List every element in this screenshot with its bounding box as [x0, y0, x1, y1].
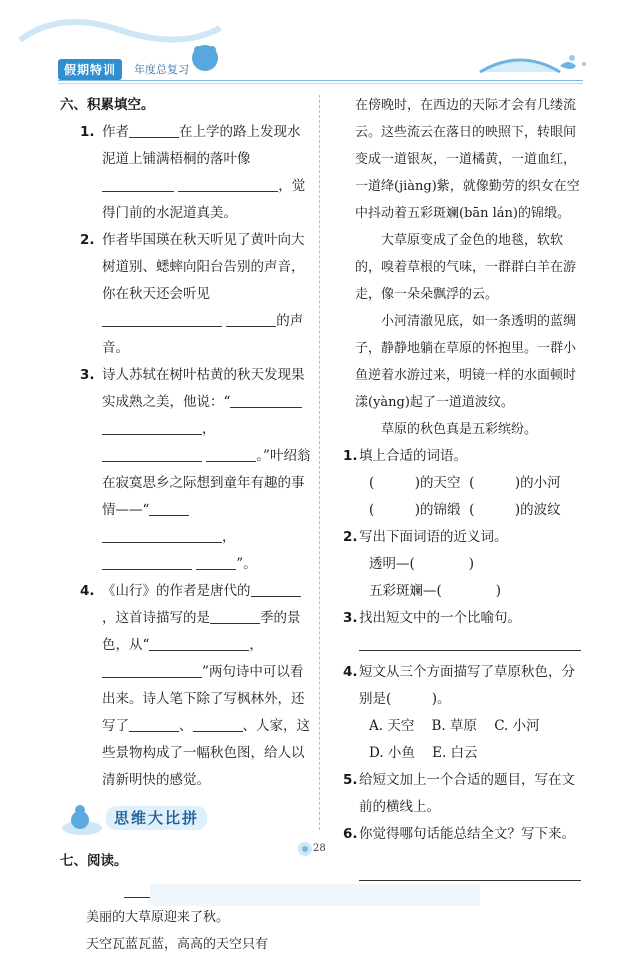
- q3-blank-8[interactable]: [196, 555, 236, 570]
- q4-text-e: ”两句诗中可以看出来。诗人笔下除了写枫林外，还写了: [102, 664, 305, 734]
- reading-q2: [343, 524, 585, 551]
- footer-bar: [150, 884, 480, 906]
- q1-blank-3[interactable]: [178, 177, 278, 192]
- r2-blank-b[interactable]: 五彩斑斓—( ): [369, 583, 502, 599]
- q4-blank-1[interactable]: [251, 582, 301, 597]
- r4-number: 4.: [343, 664, 358, 680]
- r6-number: 6.: [343, 826, 358, 842]
- header-rule-2: [58, 83, 583, 84]
- passage-p5: 草原的秋色真是五彩缤纷。: [381, 422, 538, 437]
- q3-blank-2[interactable]: [102, 420, 202, 435]
- passage-p3: 大草原变成了金色的地毯，软软的，嗅着草根的气味，一群群白羊在游走，像一朵朵飘浮的云。: [355, 233, 577, 302]
- passage-p2a: 天空瓦蓝瓦蓝，高高的天空只有: [86, 937, 269, 952]
- q3-text-d: ，: [222, 529, 236, 545]
- q4-blank-5[interactable]: [129, 717, 179, 732]
- reading-q6: [343, 821, 585, 848]
- q4-text-c: 季的景色，从“: [102, 610, 301, 653]
- left-column: [60, 92, 312, 958]
- reading-q1: [343, 443, 585, 470]
- q4-text-d: ，: [249, 637, 263, 653]
- header-rule: [58, 80, 583, 81]
- q2-blank-2[interactable]: [226, 312, 276, 327]
- q3-blank-7[interactable]: [102, 555, 192, 570]
- q3-blank-6[interactable]: [102, 528, 222, 543]
- q3-blank-1[interactable]: [230, 393, 302, 408]
- q3-number: 3.: [80, 367, 95, 383]
- column-divider: [319, 95, 320, 830]
- r1-blank-d[interactable]: ( )的波纹: [469, 502, 561, 518]
- q1-blank-2[interactable]: [102, 177, 174, 192]
- banner-text: 思维大比拼: [106, 806, 207, 830]
- r2-text: 写出下面词语的近义词。: [359, 529, 508, 545]
- q4-blank-4[interactable]: [102, 663, 202, 678]
- r4-option-b[interactable]: B. 草原: [431, 718, 478, 734]
- r1-blank-a[interactable]: ( )的天空: [369, 475, 461, 491]
- header-badge: 假期特训: [58, 59, 122, 80]
- r1-blank-b[interactable]: ( )的小河: [469, 475, 561, 491]
- r1-number: 1.: [343, 448, 358, 464]
- r1-text: 填上合适的词语。: [359, 448, 467, 464]
- r4-options-2: [355, 740, 585, 767]
- q4-number: 4.: [80, 583, 95, 599]
- q4-text-f: 、: [179, 718, 193, 734]
- passage-p2b: 在傍晚时，在西边的天际才会有几缕流云。这些流云在落日的映照下，转眼间变成一道银灰，一道橘黄，一道血红，一道绛(jiàng)紫，就像勤劳的织女在空中抖动着五彩斑斓(bān lán)的锦缎。: [355, 98, 580, 221]
- r3-text: 找出短文中的一个比喻句。: [359, 610, 521, 626]
- r1-row-1: [355, 470, 585, 497]
- reading-q3: [343, 605, 585, 632]
- q2-blank-1[interactable]: [102, 312, 222, 327]
- header-subtitle: 年度总复习: [134, 63, 189, 76]
- question-3: [60, 362, 312, 578]
- r1-blank-c[interactable]: ( )的锦缎: [369, 502, 461, 518]
- question-2: [60, 227, 312, 362]
- passage-p4: 小河清澈见底，如一条透明的蓝绸子，静静地躺在草原的怀抱里。一群小鱼逆着水游过来，明镜一样的水面顿时漾(yàng)起了一道道波纹。: [355, 314, 577, 410]
- snowman-icon: [60, 804, 104, 836]
- r6-answer-line[interactable]: [359, 862, 581, 881]
- r5-text: 给短文加上一个合适的题目，写在文前的横线上。: [359, 772, 575, 815]
- right-column: [343, 92, 585, 889]
- r4-option-d[interactable]: D. 小鱼: [369, 745, 415, 761]
- r4-option-a[interactable]: A. 天空: [369, 718, 415, 734]
- q4-blank-2[interactable]: [210, 609, 260, 624]
- r6-text: 你觉得哪句话能总结全文？写下来。: [359, 826, 575, 842]
- q1-blank-1[interactable]: [129, 123, 179, 138]
- passage-p1: 美丽的大草原迎来了秋。: [86, 910, 230, 925]
- q3-blank-4[interactable]: [206, 447, 256, 462]
- q3-text-c: 。”叶绍翁在寂寞思乡之际想到童年有趣的事情——“: [102, 448, 311, 518]
- r3-answer-line[interactable]: [359, 632, 581, 651]
- q4-blank-6[interactable]: [193, 717, 243, 732]
- r4-option-c[interactable]: C. 小河: [494, 718, 540, 734]
- q1-number: 1.: [80, 124, 95, 140]
- question-4: [60, 578, 312, 794]
- q3-text-b: ，: [202, 421, 216, 437]
- question-1: [60, 119, 312, 227]
- q4-text-b: ，这首诗描写的是: [102, 610, 210, 626]
- r2-blank-a[interactable]: 透明—( ): [369, 556, 475, 572]
- thinking-banner: [60, 800, 312, 844]
- section7-title: 七、阅读。: [60, 853, 128, 869]
- reading-q5: [343, 767, 585, 821]
- q1-text-c: ，觉得门前的水泥道真美。: [102, 178, 306, 221]
- r4-option-e[interactable]: E. 白云: [432, 745, 478, 761]
- q4-blank-3[interactable]: [149, 636, 249, 651]
- section6-title: 六、积累填空。: [60, 97, 155, 113]
- q1-text-b: 在上学的路上发现水泥道上铺满梧桐的落叶像: [102, 124, 301, 167]
- page-number: 28: [313, 843, 326, 854]
- q2-number: 2.: [80, 232, 95, 248]
- q3-blank-5[interactable]: [149, 501, 189, 516]
- q2-text-a: 作者毕国瑛在秋天听见了黄叶向大树道别、蟋蟀向阳台告别的声音，你在秋天还会听见: [102, 232, 305, 302]
- r3-number: 3.: [343, 610, 358, 626]
- q3-text-a: 诗人苏轼在树叶枯黄的秋天发现果实成熟之美，他说：“: [102, 367, 305, 410]
- page-header: [0, 0, 640, 92]
- q1-text-a: 作者: [102, 124, 129, 140]
- q2-text-b: 的声音。: [102, 313, 304, 356]
- q4-text-a: 《山行》的作者是唐代的: [102, 583, 251, 599]
- r4-text: 短文从三个方面描写了草原秋色，分别是( )。: [359, 664, 575, 707]
- r4-options-1: [355, 713, 585, 740]
- r1-row-2: [355, 497, 585, 524]
- r2-number: 2.: [343, 529, 358, 545]
- reading-q4: [343, 659, 585, 713]
- igloo-icon: [480, 60, 560, 72]
- r5-number: 5.: [343, 772, 358, 788]
- q3-blank-3[interactable]: [102, 447, 202, 462]
- q4-text-g: 、人家，这些景物构成了一幅秋色图，给人以清新明快的感觉。: [102, 718, 310, 788]
- q3-text-e: ”。: [236, 556, 257, 572]
